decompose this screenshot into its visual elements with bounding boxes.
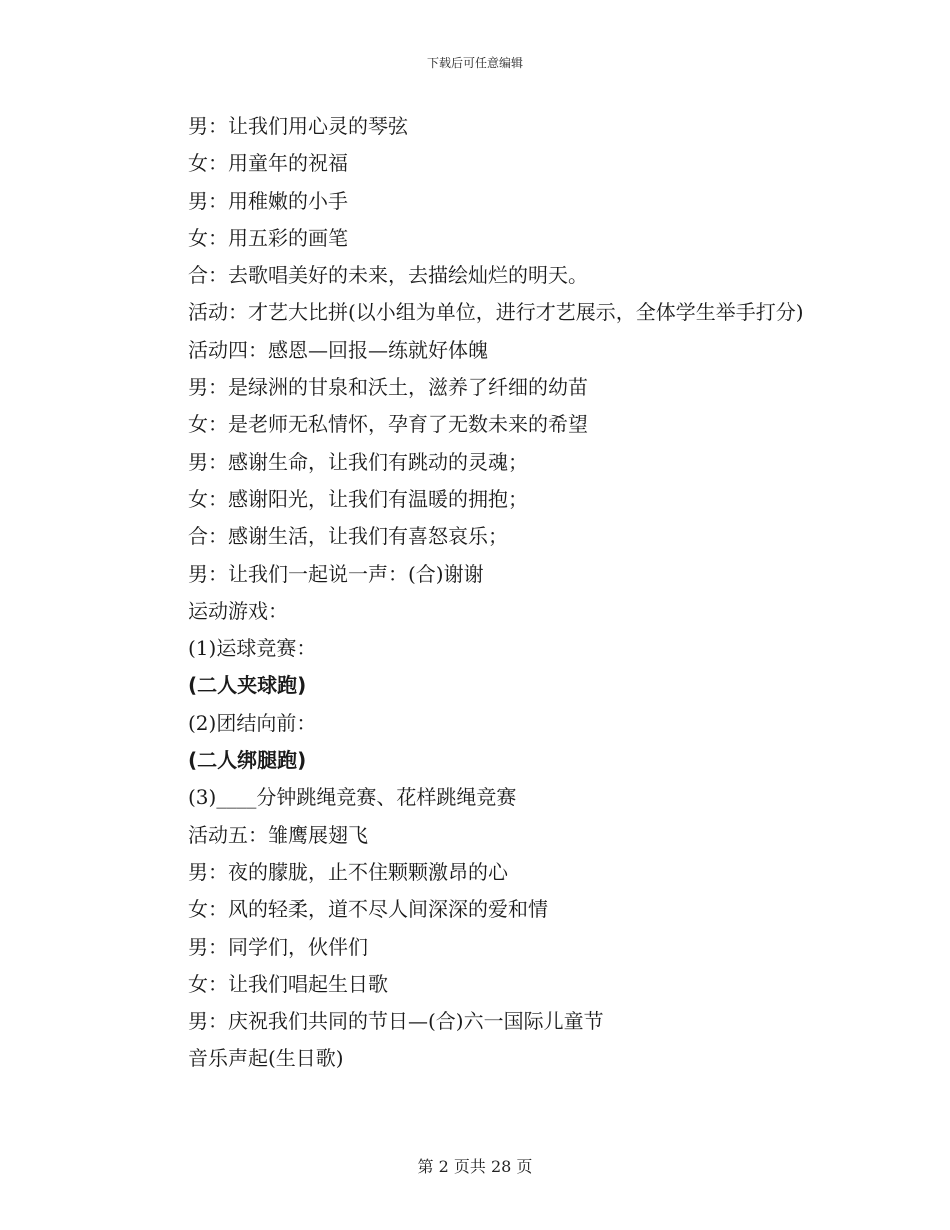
paragraph: 女：是老师无私情怀，孕育了无数未来的希望 bbox=[188, 412, 588, 437]
paragraph: 女：感谢阳光，让我们有温暖的拥抱； bbox=[188, 486, 528, 511]
paragraph: (二人绑腿跑) bbox=[188, 748, 307, 773]
paragraph: (3)____分钟跳绳竞赛、花样跳绳竞赛 bbox=[188, 785, 517, 810]
paragraph: 男：用稚嫩的小手 bbox=[188, 188, 348, 213]
document-body bbox=[140, 108, 820, 1078]
paragraph: 合：感谢生活，让我们有喜怒哀乐； bbox=[188, 524, 508, 549]
paragraph: 女：让我们唱起生日歌 bbox=[188, 971, 388, 996]
paragraph: 活动五：雏鹰展翅飞 bbox=[188, 822, 368, 847]
paragraph: 活动：才艺大比拼(以小组为单位，进行才艺展示，全体学生举手打分) bbox=[188, 300, 804, 325]
page-footer: 第 2 页共 28 页 bbox=[417, 1157, 533, 1176]
paragraph: 音乐声起(生日歌) bbox=[188, 1046, 344, 1071]
page-header: 下载后可任意编辑 bbox=[426, 56, 523, 70]
paragraph: 男：感谢生命，让我们有跳动的灵魂； bbox=[188, 449, 528, 474]
paragraph: 女：风的轻柔，道不尽人间深深的爱和情 bbox=[188, 897, 548, 922]
paragraph: 活动四：感恩—回报—练就好体魄 bbox=[188, 337, 488, 362]
paragraph: 女：用五彩的画笔 bbox=[188, 225, 348, 250]
paragraph: 男：庆祝我们共同的节日—(合)六一国际儿童节 bbox=[188, 1009, 604, 1034]
paragraph: (2)团结向前： bbox=[188, 710, 317, 735]
paragraph: 女：用童年的祝福 bbox=[188, 151, 348, 176]
paragraph: 男：夜的朦胧，止不住颗颗激昂的心 bbox=[188, 859, 508, 884]
paragraph: 运动游戏： bbox=[188, 598, 288, 623]
paragraph: 男：让我们一起说一声：(合)谢谢 bbox=[188, 561, 484, 586]
paragraph: 男：同学们，伙伴们 bbox=[188, 934, 368, 959]
paragraph: 男：让我们用心灵的琴弦 bbox=[188, 114, 408, 138]
paragraph: (1)运球竞赛： bbox=[188, 636, 317, 661]
paragraph: (二人夹球跑) bbox=[188, 673, 307, 698]
paragraph: 男：是绿洲的甘泉和沃土，滋养了纤细的幼苗 bbox=[188, 375, 588, 400]
paragraph: 合：去歌唱美好的未来，去描绘灿烂的明天。 bbox=[188, 263, 588, 288]
